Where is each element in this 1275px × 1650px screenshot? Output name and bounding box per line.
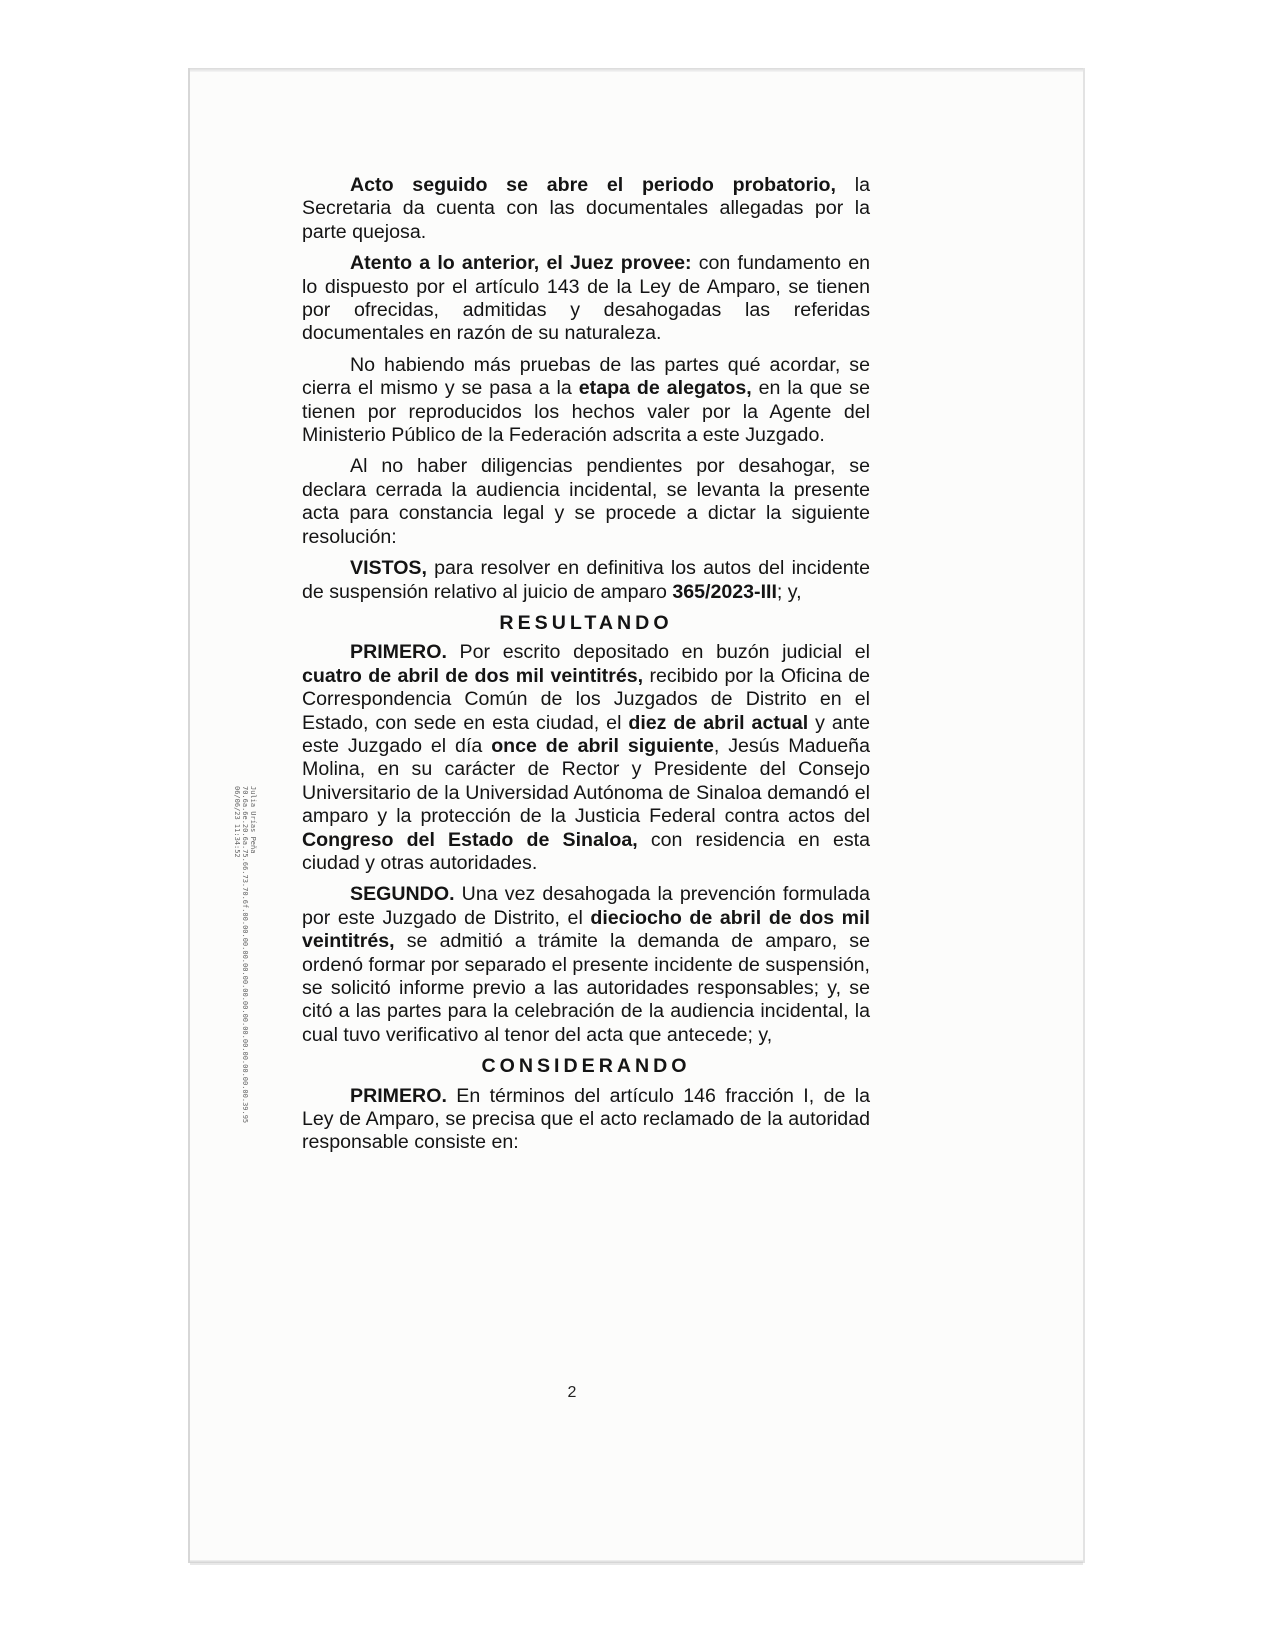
section-heading: CONSIDERANDO [481, 1055, 691, 1078]
bold-segment: dieciocho de abril de dos mil veintitrés, [302, 906, 870, 953]
paragraph [302, 557, 870, 604]
paragraph [302, 641, 870, 875]
text-segment: la Secretaria da cuenta con las documentales allegadas por la parte quejosa. [302, 174, 870, 243]
stamp-line-3: 06/06/23 11:34:52 [233, 786, 241, 858]
text-segment: Al no haber diligencias pendientes por desahogar, se declara cerrada la audiencia incidental, se levanta la presente acta para constancia legal y se procede a dictar la siguiente resolución: [302, 455, 870, 548]
section-heading: RESULTANDO [499, 611, 673, 634]
stamp-line-1: Julia Urías Peña [249, 786, 257, 854]
paragraph [302, 174, 870, 244]
text-segment: No habiendo más pruebas de las partes qué acordar, se cierra el mismo y se pasa a la [302, 353, 870, 400]
bold-segment: PRIMERO. [350, 641, 447, 664]
paragraph [302, 252, 870, 346]
stamp-line-2: 70.6a.6e.20.6a.75.66.73.70.6f.00.00.00.00.00.00.00.00.00.00.00.00.00.00.00.39.95 [241, 786, 249, 1124]
bold-segment: diez de abril actual [628, 711, 809, 734]
text-segment: En términos del artículo 146 fracción I, de la Ley de Amparo, se precisa que el acto reclamado de la autoridad responsable consiste en: [302, 1084, 870, 1154]
text-segment: para resolver en definitiva los autos del incidente de suspensión relativo al juicio de amparo [302, 557, 870, 603]
text-segment: con residencia en esta ciudad y otras autoridades. [302, 828, 870, 874]
bold-segment: Congreso del Estado de Sinaloa, [302, 828, 638, 851]
paragraph [302, 883, 870, 1047]
bold-segment: PRIMERO. [350, 1084, 447, 1107]
electronic-signature-stamp [233, 786, 263, 1124]
bold-segment: Acto seguido se abre el periodo probatorio, [350, 174, 836, 196]
bold-segment: cuatro de abril de dos mil veintitrés, [302, 664, 644, 687]
text-segment: , Jesús Madueña Molina, en su carácter de Rector y Presidente del Consejo Universitario de la Universidad Autónoma de Sinaloa demandó el amparo y la protección de la Justicia Federal contra actos del [302, 734, 870, 828]
text-segment: se admitió a trámite la demanda de amparo, se ordenó formar por separado el presente incidente de suspensión, se solicitó informe previo a las autoridades responsables; y, se citó a las partes para la celebración de la audiencia incidental, la cual tuvo verificativo al tenor del acta que antecede; y, [302, 930, 870, 1046]
text-segment: Por escrito depositado en buzón judicial el [446, 641, 870, 664]
text-segment: en la que se tienen por reproducidos los hechos valer por la Agente del Ministerio Público de la Federación adscrita a este Juzgado. [302, 377, 870, 447]
text-segment: Una vez desahogada la prevención formulada por este Juzgado de Distrito, el [302, 883, 870, 929]
text-segment: con fundamento en lo dispuesto por el artículo 143 de la Ley de Amparo, se tienen por ofrecidas, admitidas y desahogadas las referidas documentales en razón de su naturaleza. [302, 252, 870, 345]
bold-segment: etapa de alegatos, [578, 377, 752, 400]
page-number: 2 [567, 1384, 577, 1401]
bold-segment: VISTOS, [350, 557, 427, 580]
paragraph [302, 455, 870, 549]
text-segment: ; y, [776, 580, 802, 603]
text-segment: y ante este Juzgado el día [302, 711, 870, 757]
bold-segment: 365/2023-III [672, 580, 777, 603]
paragraph [302, 1085, 870, 1155]
document-body [302, 174, 870, 1163]
bold-segment: once de abril siguiente [491, 734, 714, 757]
paragraph [302, 354, 870, 448]
text-segment: recibido por la Oficina de Correspondencia Común de los Juzgados de Distrito en el Estado, con sede en esta ciudad, el [302, 664, 870, 734]
bold-segment: Atento a lo anterior, el Juez provee: [350, 252, 692, 275]
bold-segment: SEGUNDO. [350, 883, 455, 906]
